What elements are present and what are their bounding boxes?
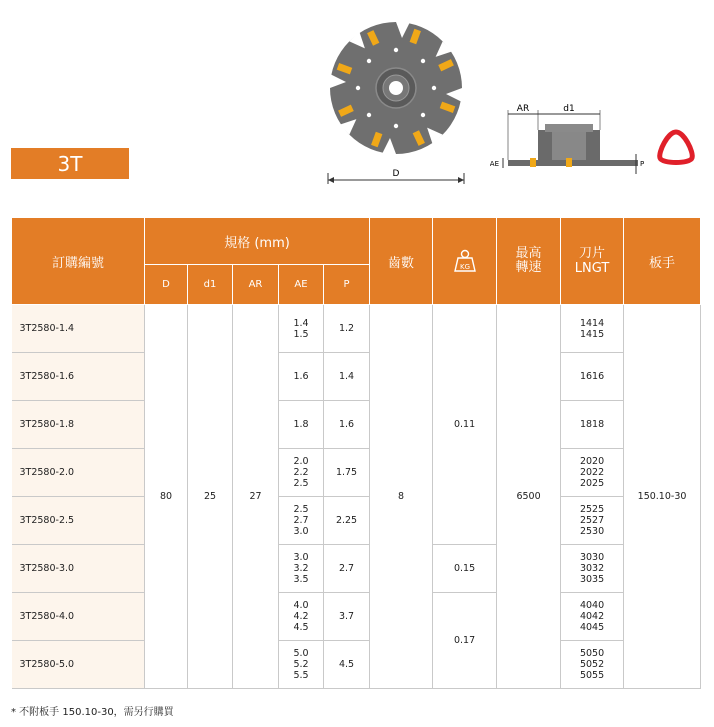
footnote: * 不附板手 150.10-30，需另行購買 [11,707,174,718]
insert-codes: 5050 5052 5055 [561,641,624,689]
cutter-side-illustration [490,100,650,180]
ae-values: 4.0 4.2 4.5 [279,593,324,641]
cutter-front-illustration [320,8,475,186]
order-number: 3T2580-1.4 [12,305,145,353]
order-number: 3T2580-2.0 [12,449,145,497]
ae-values: 1.6 [279,353,324,401]
order-number: 3T2580-2.5 [12,497,145,545]
p-value: 2.25 [324,497,370,545]
insert-codes: 2020 2022 2025 [561,449,624,497]
table-row [12,353,701,401]
header-d1: d1 [188,265,233,305]
weight-icon [433,218,497,305]
order-number: 3T2580-1.8 [12,401,145,449]
label-p: P [640,160,645,168]
spec-ar: 27 [233,305,279,689]
teeth-count: 8 [370,305,433,689]
label-d1: d1 [563,104,575,114]
spec-d1: 25 [188,305,233,689]
ae-values: 2.5 2.7 3.0 [279,497,324,545]
spec-table [11,217,701,689]
triangle-insert-icon [654,128,698,168]
svg-text:KG: KG [459,263,470,271]
table-row [12,449,701,497]
header-teeth: 齒數 [370,218,433,305]
order-number: 3T2580-5.0 [12,641,145,689]
table-row [12,305,701,353]
p-value: 1.2 [324,305,370,353]
table-row [12,641,701,689]
series-badge: 3T [11,148,129,179]
p-value: 2.7 [324,545,370,593]
header-spec: 規格 (mm) [145,218,370,265]
order-number: 3T2580-4.0 [12,593,145,641]
ae-values: 1.4 1.5 [279,305,324,353]
p-value: 1.6 [324,401,370,449]
header-ae: AE [279,265,324,305]
p-value: 1.75 [324,449,370,497]
insert-codes: 3030 3032 3035 [561,545,624,593]
table-row [12,545,701,593]
wrench-value: 150.10-30 [624,305,701,689]
header-d: D [145,265,188,305]
header-max-speed: 最高 轉速 [497,218,561,305]
insert-codes: 1616 [561,353,624,401]
ae-values: 5.0 5.2 5.5 [279,641,324,689]
insert-codes: 2525 2527 2530 [561,497,624,545]
order-number: 3T2580-1.6 [12,353,145,401]
table-row [12,593,701,641]
label-ar: AR [516,104,530,114]
ae-values: 3.0 3.2 3.5 [279,545,324,593]
header-order-no: 訂購編號 [12,218,145,305]
order-number: 3T2580-3.0 [12,545,145,593]
p-value: 3.7 [324,593,370,641]
insert-codes: 4040 4042 4045 [561,593,624,641]
insert-codes: 1414 1415 [561,305,624,353]
weight-value: 0.11 [433,305,497,545]
table-row [12,497,701,545]
weight-value: 0.17 [433,593,497,689]
spec-d: 80 [145,305,188,689]
insert-codes: 1818 [561,401,624,449]
header-insert: 刀片 LNGT [561,218,624,305]
max-speed-value: 6500 [497,305,561,689]
ae-values: 1.8 [279,401,324,449]
p-value: 1.4 [324,353,370,401]
table-row [12,401,701,449]
weight-value: 0.15 [433,545,497,593]
ae-values: 2.0 2.2 2.5 [279,449,324,497]
label-d: D [392,169,400,179]
header-p: P [324,265,370,305]
header-wrench: 板手 [624,218,701,305]
header-ar: AR [233,265,279,305]
p-value: 4.5 [324,641,370,689]
label-ae: AE [490,160,499,168]
